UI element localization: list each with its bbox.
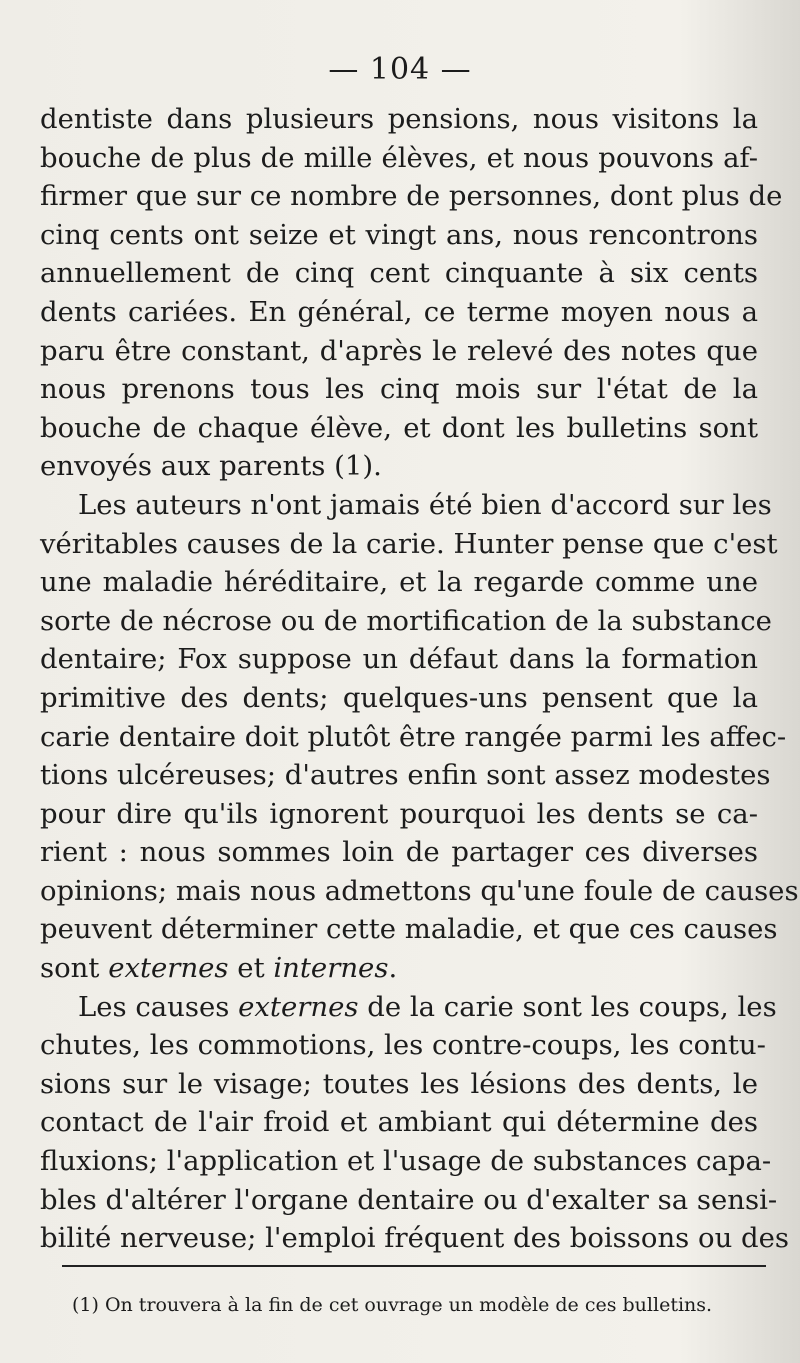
text-line: paru être constant, d'après le relevé des notes que — [40, 334, 758, 367]
footnote-separator — [62, 1265, 766, 1267]
text-line: dents cariées. En général, ce terme moyen nous a — [40, 295, 758, 328]
text-line: bilité nerveuse; l'emploi fréquent des boissons ou des — [40, 1222, 790, 1255]
text-line: opinions; mais nous admettons qu'une foule de causes — [40, 874, 799, 907]
text-line: bles d'altérer l'organe dentaire ou d'exalter sa sensi- — [40, 1183, 778, 1216]
text-line: pour dire qu'ils ignorent pourquoi les dents se ca- — [40, 797, 758, 830]
italic-word: externes — [238, 990, 359, 1023]
body-text — [40, 100, 799, 1258]
text-line: sorte de nécrose ou de mortification de la substance — [40, 604, 772, 637]
page-number: — 104 — — [328, 52, 472, 87]
text-line: nous prenons tous les cinq mois sur l'état de la — [40, 373, 758, 406]
text-line: annuellement de cinq cent cinquante à six cents — [40, 257, 758, 290]
text-line: véritables causes de la carie. Hunter pense que c'est — [40, 527, 778, 560]
text-line: une maladie héréditaire, et la regarde comme une — [40, 566, 758, 599]
italic-word: externes — [108, 952, 229, 985]
text-line: dentiste dans plusieurs pensions, nous visitons la — [40, 103, 758, 135]
text-line: firmer que sur ce nombre de personnes, dont plus de — [40, 180, 783, 213]
text-line: rient : nous sommes loin de partager ces diverses — [40, 836, 758, 869]
paragraph — [40, 486, 799, 988]
text-line: tions ulcéreuses; d'autres enfin sont assez modestes — [40, 759, 771, 792]
text-line: sions sur le visage; toutes les lésions des dents, le — [40, 1067, 758, 1100]
text-line: chutes, les commotions, les contre-coups, les contu- — [40, 1029, 766, 1062]
text-line: carie dentaire doit plutôt être rangée parmi les affec- — [40, 720, 787, 753]
text-line: dentaire; Fox suppose un défaut dans la formation — [40, 643, 758, 676]
text-line: sont externes et internes. — [40, 952, 398, 985]
italic-word: internes — [273, 952, 389, 985]
text-line: Les auteurs n'ont jamais été bien d'accord sur les — [78, 488, 772, 521]
footnote: (1) On trouvera à la fin de cet ouvrage un modèle de ces bulletins. — [72, 1294, 713, 1316]
text-line: bouche de plus de mille élèves, et nous pouvons af- — [40, 141, 758, 174]
text-line: bouche de chaque élève, et dont les bulletins sont — [40, 411, 758, 444]
paragraph — [40, 988, 790, 1258]
text-line: primitive des dents; quelques-uns pensent que la — [40, 681, 758, 714]
text-line: peuvent déterminer cette maladie, et que ces causes — [40, 913, 778, 946]
text-line: envoyés aux parents (1). — [40, 450, 382, 483]
text-line: cinq cents ont seize et vingt ans, nous rencontrons — [40, 218, 758, 251]
paragraph — [40, 100, 783, 486]
text-line: fluxions; l'application et l'usage de substances capa- — [40, 1145, 772, 1178]
text-line: Les causes externes de la carie sont les coups, les — [78, 990, 777, 1023]
text-line: contact de l'air froid et ambiant qui détermine des — [40, 1106, 758, 1139]
